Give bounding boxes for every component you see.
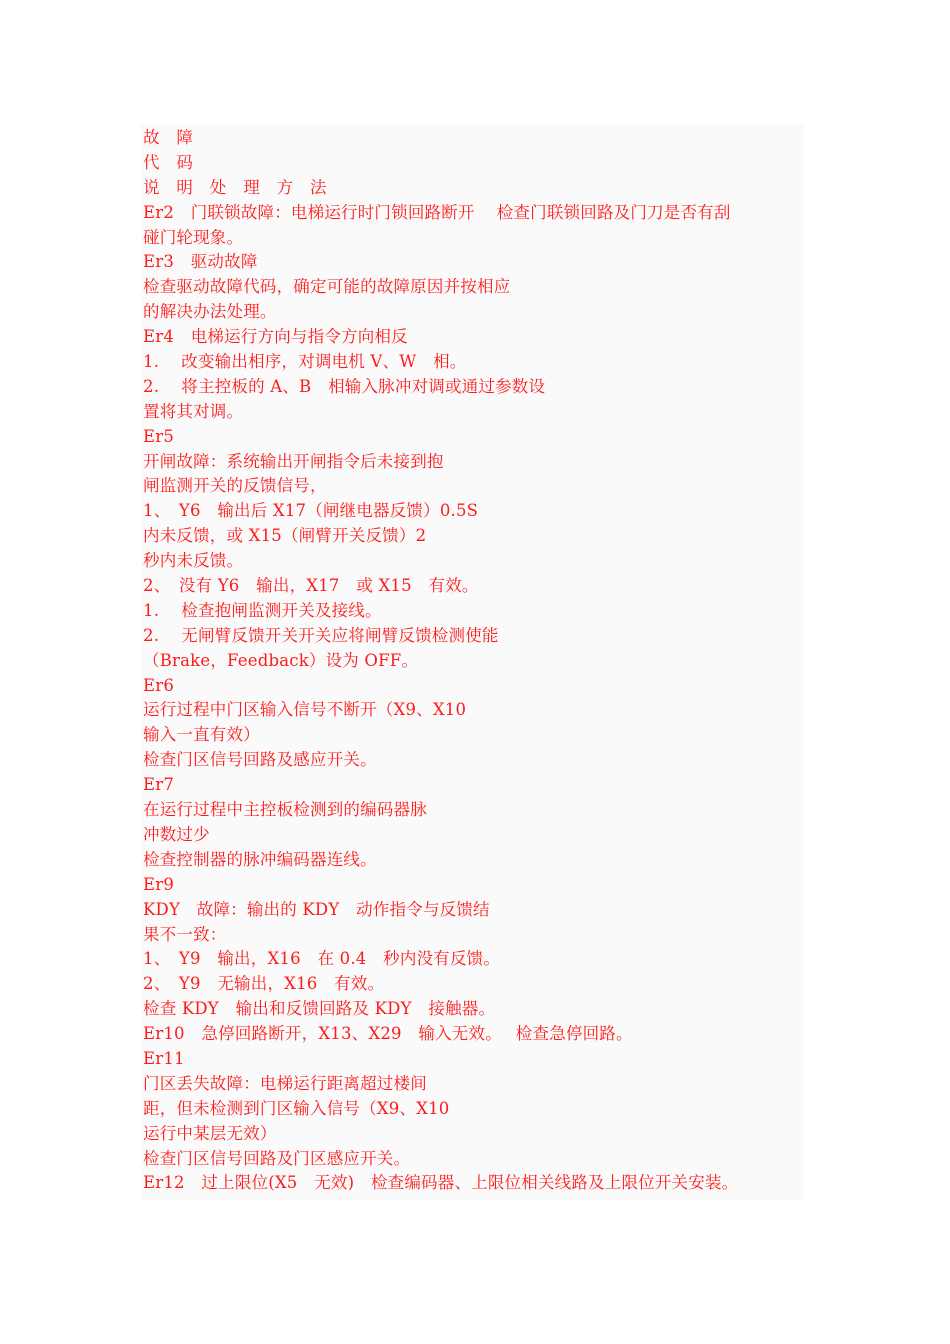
text-line: Er9 xyxy=(143,874,175,894)
text-line: 检查驱动故障代码，确定可能的故障原因并按相应 xyxy=(143,277,511,297)
text-line: 说 明 处 理 方 法 xyxy=(143,177,327,197)
text-line: 门区丢失故障：电梯运行距离超过楼间 xyxy=(143,1073,427,1093)
text-line: 检查门区信号回路及门区感应开关。 xyxy=(143,1148,411,1168)
text-line: 2、 Y9 无输出，X16 有效。 xyxy=(143,974,385,994)
text-line: 1. 检查抱闸监测开关及接线。 xyxy=(143,600,382,620)
text-line: 运行中某层无效） xyxy=(143,1123,277,1143)
text-line: 内未反馈，或 X15（闸臂开关反馈）2 xyxy=(143,526,427,546)
text-line: Er5 xyxy=(143,426,175,446)
text-line: 2. 将主控板的 A、B 相输入脉冲对调或通过参数设 xyxy=(143,376,546,396)
text-line: 检查门区信号回路及感应开关。 xyxy=(143,750,377,770)
text-line: （Brake，Feedback）设为 OFF。 xyxy=(143,650,419,670)
text-line: 的解决办法处理。 xyxy=(143,302,277,322)
text-line: 2. 无闸臂反馈开关开关应将闸臂反馈检测使能 xyxy=(143,625,499,645)
text-line: 输入一直有效） xyxy=(143,725,260,745)
text-line: 检查控制器的脉冲编码器连线。 xyxy=(143,849,377,869)
text-line: 1、 Y9 输出，X16 在 0.4 秒内没有反馈。 xyxy=(143,949,501,969)
text-line: 开闸故障：系统输出开闸指令后未接到抱 xyxy=(143,451,444,471)
text-line: 1、 Y6 输出后 X17（闸继电器反馈）0.5S xyxy=(143,501,479,521)
text-line: Er3 驱动故障 xyxy=(143,252,258,272)
text-line: KDY 故障：输出的 KDY 动作指令与反馈结 xyxy=(143,899,490,919)
text-line: 冲数过少 xyxy=(143,824,210,844)
text-line: Er4 电梯运行方向与指令方向相反 xyxy=(143,327,408,347)
text-line: Er2 门联锁故障：电梯运行时门锁回路断开 检查门联锁回路及门刀是否有刮 xyxy=(143,202,731,222)
text-line: 闸监测开关的反馈信号， xyxy=(143,476,327,496)
text-line: 1. 改变输出相序，对调电机 V、W 相。 xyxy=(143,352,467,372)
text-line: 故 障 xyxy=(143,128,194,147)
text-line: 距，但未检测到门区输入信号（X9、X10 xyxy=(143,1098,450,1118)
text-line: 置将其对调。 xyxy=(143,401,244,421)
text-line: Er12 过上限位(X5 无效) 检查编码器、上限位相关线路及上限位开关安装。 xyxy=(143,1173,739,1193)
text-line: 秒内未反馈。 xyxy=(143,551,244,571)
text-line: 代 码 xyxy=(143,152,194,172)
text-line: 检查 KDY 输出和反馈回路及 KDY 接触器。 xyxy=(143,999,496,1019)
text-line: Er10 急停回路断开，X13、X29 输入无效。 检查急停回路。 xyxy=(143,1024,633,1044)
text-line: 运行过程中门区输入信号不断开（X9、X10 xyxy=(143,700,467,720)
text-line: 在运行过程中主控板检测到的编码器脉 xyxy=(143,800,427,820)
text-line: Er11 xyxy=(143,1048,185,1068)
text-line: 果不一致： xyxy=(143,924,227,944)
text-line: Er7 xyxy=(143,775,175,795)
text-line: 2、 没有 Y6 输出，X17 或 X15 有效。 xyxy=(143,576,479,596)
fault-code-text xyxy=(143,126,813,1196)
text-line: Er6 xyxy=(143,675,175,695)
text-line: 碰门轮现象。 xyxy=(143,227,244,247)
